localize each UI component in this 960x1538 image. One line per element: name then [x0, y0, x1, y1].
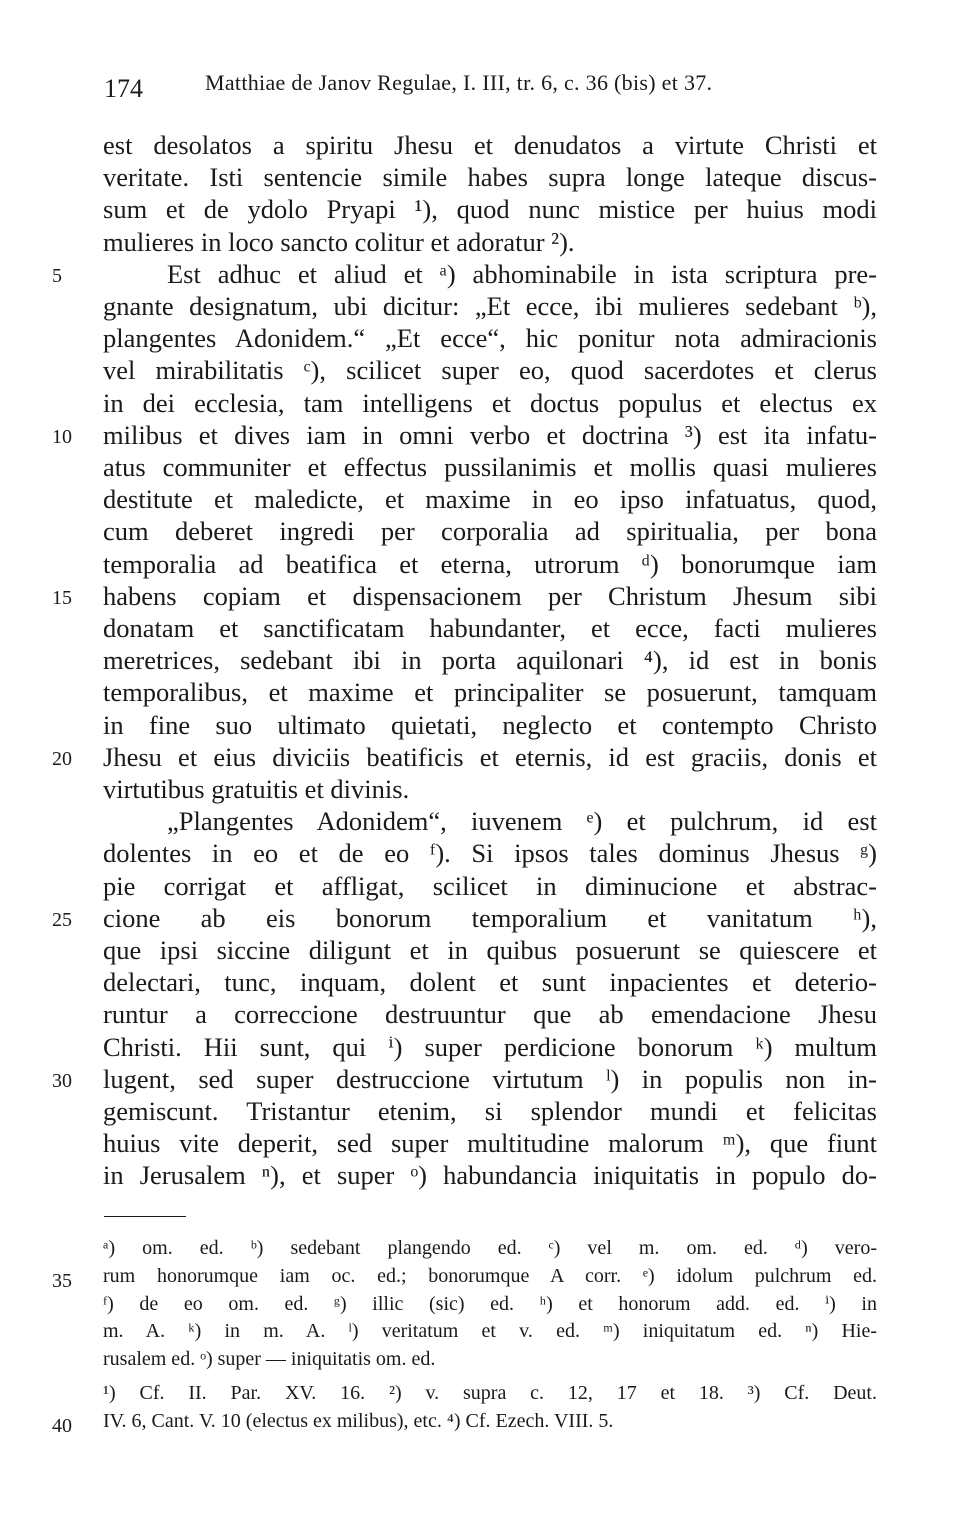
line-number: 15 [52, 586, 72, 609]
page-number: 174 [104, 74, 143, 103]
line-number: 10 [52, 425, 72, 448]
text-line: huius vite deperit, sed super multitudine malorum ᵐ), que fiunt [103, 1128, 877, 1159]
text-line: pie corrigat et affligat, scilicet in diminucione et abstrac- [103, 870, 877, 901]
text-line: virtutibus gratuitis et divinis. [103, 774, 410, 804]
text-line: in fine suo ultimato quietati, neglecto et contempto Christo [103, 709, 877, 740]
text-line: veritate. Isti sentencie simile habes supra longe lateque discus- [103, 162, 877, 193]
text-line: destitute et maledicte, et maxime in eo ipso infatuatus, quod, [103, 484, 877, 515]
text-line: delectari, tunc, inquam, dolent et sunt inpacientes et deterio- [103, 967, 877, 998]
text-line: temporalibus, et maxime et principaliter se posuerunt, tamquam [103, 677, 877, 708]
text-line: atus communiter et effectus pussilanimis et mollis quasi mulieres [103, 452, 877, 482]
text-line: in dei ecclesia, tam intelligens et doctus populus et electus ex [103, 387, 877, 418]
text-line: in Jerusalem ⁿ), et super ᵒ) habundancia iniquitatis in populo do- [103, 1160, 877, 1191]
footnote-line: rusalem ed. ᵒ) super — iniquitatis om. ed. [103, 1348, 436, 1371]
text-line: mulieres in loco sancto colitur et adoratur ²). [103, 226, 575, 257]
line-number: 35 [52, 1269, 72, 1292]
text-line: sum et de ydolo Pryapi ¹), quod nunc mistice per huius modi [103, 194, 877, 225]
text-line: cione ab eis bonorum temporalium et vanitatum ʰ), [103, 902, 877, 933]
running-title: Matthiae de Janov Regulae, I. III, tr. 6, c. 36 (bis) et 37. [205, 70, 713, 95]
text-line: Christi. Hii sunt, qui ⁱ) super perdicione bonorum ᵏ) multum [103, 1031, 877, 1062]
footnote-line: ᵃ) om. ed. ᵇ) sedebant plangendo ed. ᶜ) vel m. om. ed. ᵈ) vero- [103, 1237, 877, 1259]
text-line: Jhesu et eius diviciis beatificis et eternis, id est graciis, donis et [103, 741, 877, 772]
line-number: 30 [52, 1069, 72, 1092]
line-number: 25 [52, 908, 72, 931]
text-line: vel mirabilitatis ᶜ), scilicet super eo, quod sacerdotes et clerus [103, 355, 877, 386]
text-line: que ipsi siccine diligunt et in quibus posuerunt se quiescere et [103, 935, 877, 965]
line-number: 40 [52, 1414, 72, 1437]
footnote-line: ᶠ) de eo om. ed. ᵍ) illic (sic) ed. ʰ) et honorum add. ed. ⁱ) in [103, 1292, 877, 1315]
text-line: lugent, sed super destruccione virtutum ˡ) in populis non in- [103, 1063, 877, 1094]
text-line: habens copiam et dispensacionem per Christum Jhesum sibi [103, 580, 877, 611]
text-line: Est adhuc et aliud et ᵃ) abhominabile in ista scriptura pre- [167, 258, 877, 289]
text-line: meretrices, sedebant ibi in porta aquilonari ⁴), id est in bonis [103, 645, 877, 676]
footnote-line: rum honorumque iam oc. ed.; bonorumque A corr. ᵉ) idolum pulchrum ed. [103, 1264, 877, 1287]
text-line: temporalia ad beatifica et eterna, utrorum ᵈ) bonorumque iam [103, 548, 877, 579]
footnote-line: m. A. ᵏ) in m. A. ˡ) veritatum et v. ed. ᵐ) iniquitatum ed. ⁿ) Hie- [103, 1320, 877, 1343]
text-line: dolentes in eo et de eo ᶠ). Si ipsos tales dominus Jhesus ᵍ) [103, 838, 877, 869]
footnote-line: ¹) Cf. II. Par. XV. 16. ²) v. supra c. 12, 17 et 18. ³) Cf. Deut. [103, 1382, 877, 1404]
text-line: donatam et sanctificatam habundanter, et ecce, facti mulieres [103, 613, 877, 643]
line-number: 20 [52, 747, 72, 770]
text-line: gemiscunt. Tristantur etenim, si splendor mundi et felicitas [103, 1096, 877, 1126]
text-line: plangentes Adonidem.“ „Et ecce“, hic ponitur nota admiracionis [103, 323, 877, 354]
text-line: „Plangentes Adonidem“, iuvenem ᵉ) et pulchrum, id est [167, 806, 877, 837]
footnote-line: IV. 6, Cant. V. 10 (electus ex milibus), etc. ⁴) Cf. Ezech. VIII. 5. [103, 1409, 614, 1432]
text-line: cum deberet ingredi per corporalia ad spiritualia, per bona [103, 516, 877, 547]
text-line: milibus et dives iam in omni verbo et doctrina ³) est ita infatu- [103, 419, 877, 450]
line-number: 5 [52, 264, 62, 287]
text-line: gnante designatum, ubi dicitur: „Et ecce, ibi mulieres sedebant ᵇ), [103, 291, 877, 321]
text-line: runtur a correccione destruuntur que ab emendacione Jhesu [103, 999, 877, 1030]
footnote-divider [104, 1216, 186, 1217]
text-line: est desolatos a spiritu Jhesu et denudatos a virtute Christi et [103, 130, 877, 160]
